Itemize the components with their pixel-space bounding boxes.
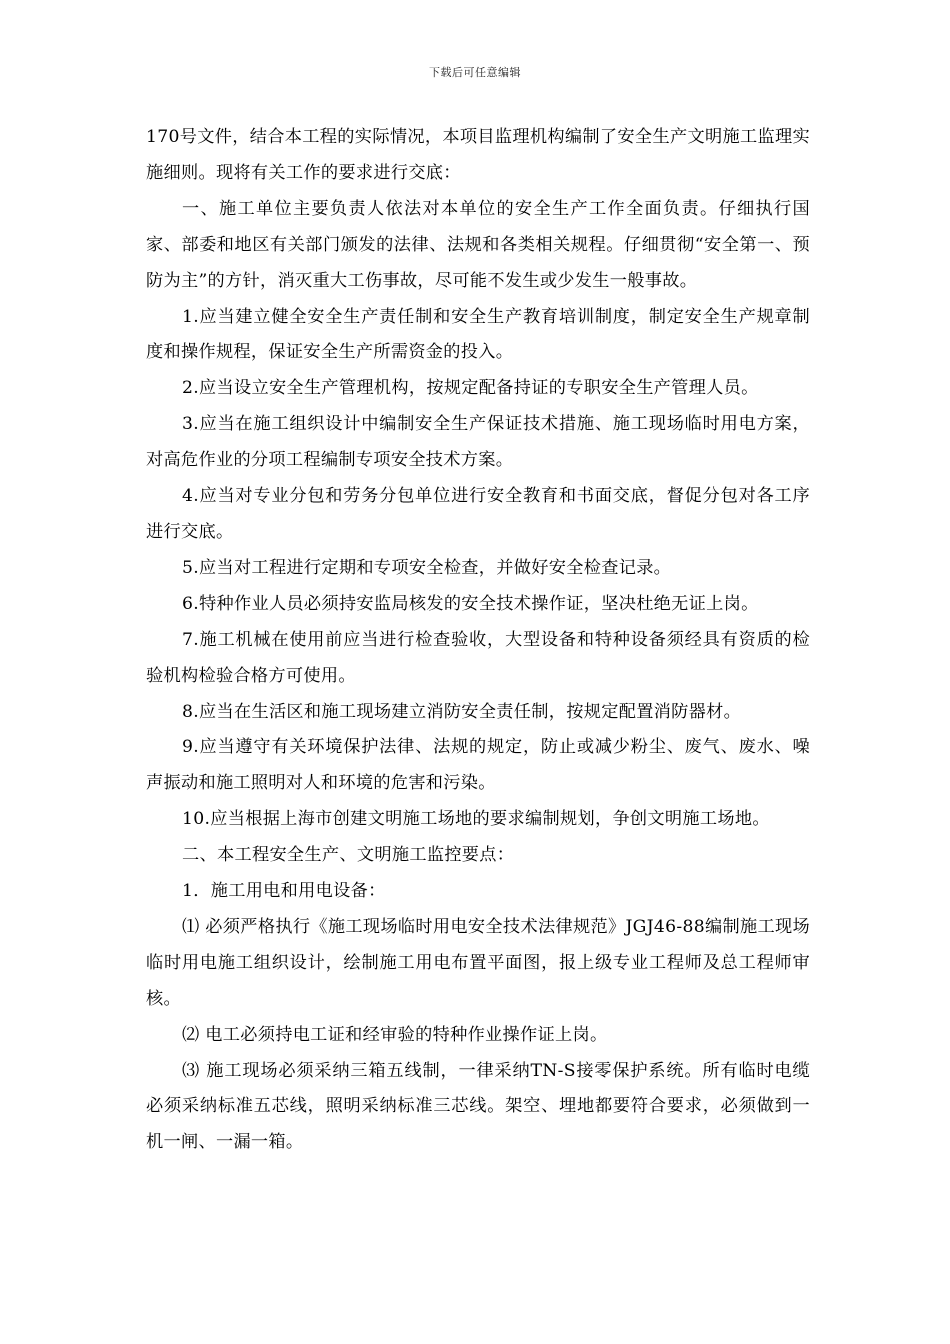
document-body	[146, 120, 810, 1161]
paragraph-item-6: 6.特种作业人员必须持安监局核发的安全技术操作证，坚决杜绝无证上岗。	[182, 593, 759, 614]
page-header: 下载后可任意编辑	[429, 66, 521, 79]
paragraph-item-5: 5.应当对工程进行定期和专项安全检查，并做好安全检查记录。	[182, 557, 672, 578]
paragraph-subsection-1: 1．施工用电和用电设备：	[182, 881, 386, 902]
paragraph-clause-3: ⑶ 施工现场必须采纳三箱五线制，一律采纳TN-S接零保护系统。所有临时电缆必须采纳标准五芯线，照明采纳标准三芯线。架空、埋地都要符合要求，必须做到一机一闸、一漏一箱。	[146, 1060, 810, 1153]
paragraph-clause-2: ⑵ 电工必须持电工证和经审验的特种作业操作证上岗。	[182, 1024, 608, 1045]
paragraph-intro: 170号文件，结合本工程的实际情况，本项目监理机构编制了安全生产文明施工监理实施细则。现将有关工作的要求进行交底：	[146, 127, 810, 183]
paragraph-item-10: 10.应当根据上海市创建文明施工场地的要求编制规划，争创文明施工场地。	[182, 809, 770, 830]
paragraph-item-1: 1.应当建立健全安全生产责任制和安全生产教育培训制度，制定安全生产规章制度和操作规程，保证安全生产所需资金的投入。	[146, 306, 810, 363]
paragraph-item-4: 4.应当对专业分包和劳务分包单位进行安全教育和书面交底，督促分包对各工序进行交底。	[146, 486, 810, 542]
paragraph-item-7: 7.施工机械在使用前应当进行检查验收，大型设备和特种设备须经具有资质的检验机构检验合格方可使用。	[146, 629, 810, 686]
paragraph-item-3: 3.应当在施工组织设计中编制安全生产保证技术措施、施工现场临时用电方案，对高危作业的分项工程编制专项安全技术方案。	[146, 414, 810, 471]
paragraph-item-2: 2.应当设立安全生产管理机构，按规定配备持证的专职安全生产管理人员。	[182, 378, 759, 399]
paragraph-section-2: 二、本工程安全生产、文明施工监控要点：	[182, 845, 515, 866]
paragraph-clause-1: ⑴ 必须严格执行《施工现场临时用电安全技术法律规范》JGJ46-88编制施工现场临时用电施工组织设计，绘制施工用电布置平面图，报上级专业工程师及总工程师审核。	[146, 916, 810, 1009]
paragraph-section-1: 一、施工单位主要负责人依法对本单位的安全生产工作全面负责。仔细执行国家、部委和地区有关部门颁发的法律、法规和各类相关规程。仔细贯彻“安全第一、预防为主”的方针，消灭重大工伤事故，尽可能不发生或少发生一般事故。	[146, 198, 810, 291]
paragraph-item-8: 8.应当在生活区和施工现场建立消防安全责任制，按规定配置消防器材。	[182, 701, 742, 722]
paragraph-item-9: 9.应当遵守有关环境保护法律、法规的规定，防止或减少粉尘、废气、废水、噪声振动和施工照明对人和环境的危害和污染。	[146, 737, 810, 794]
